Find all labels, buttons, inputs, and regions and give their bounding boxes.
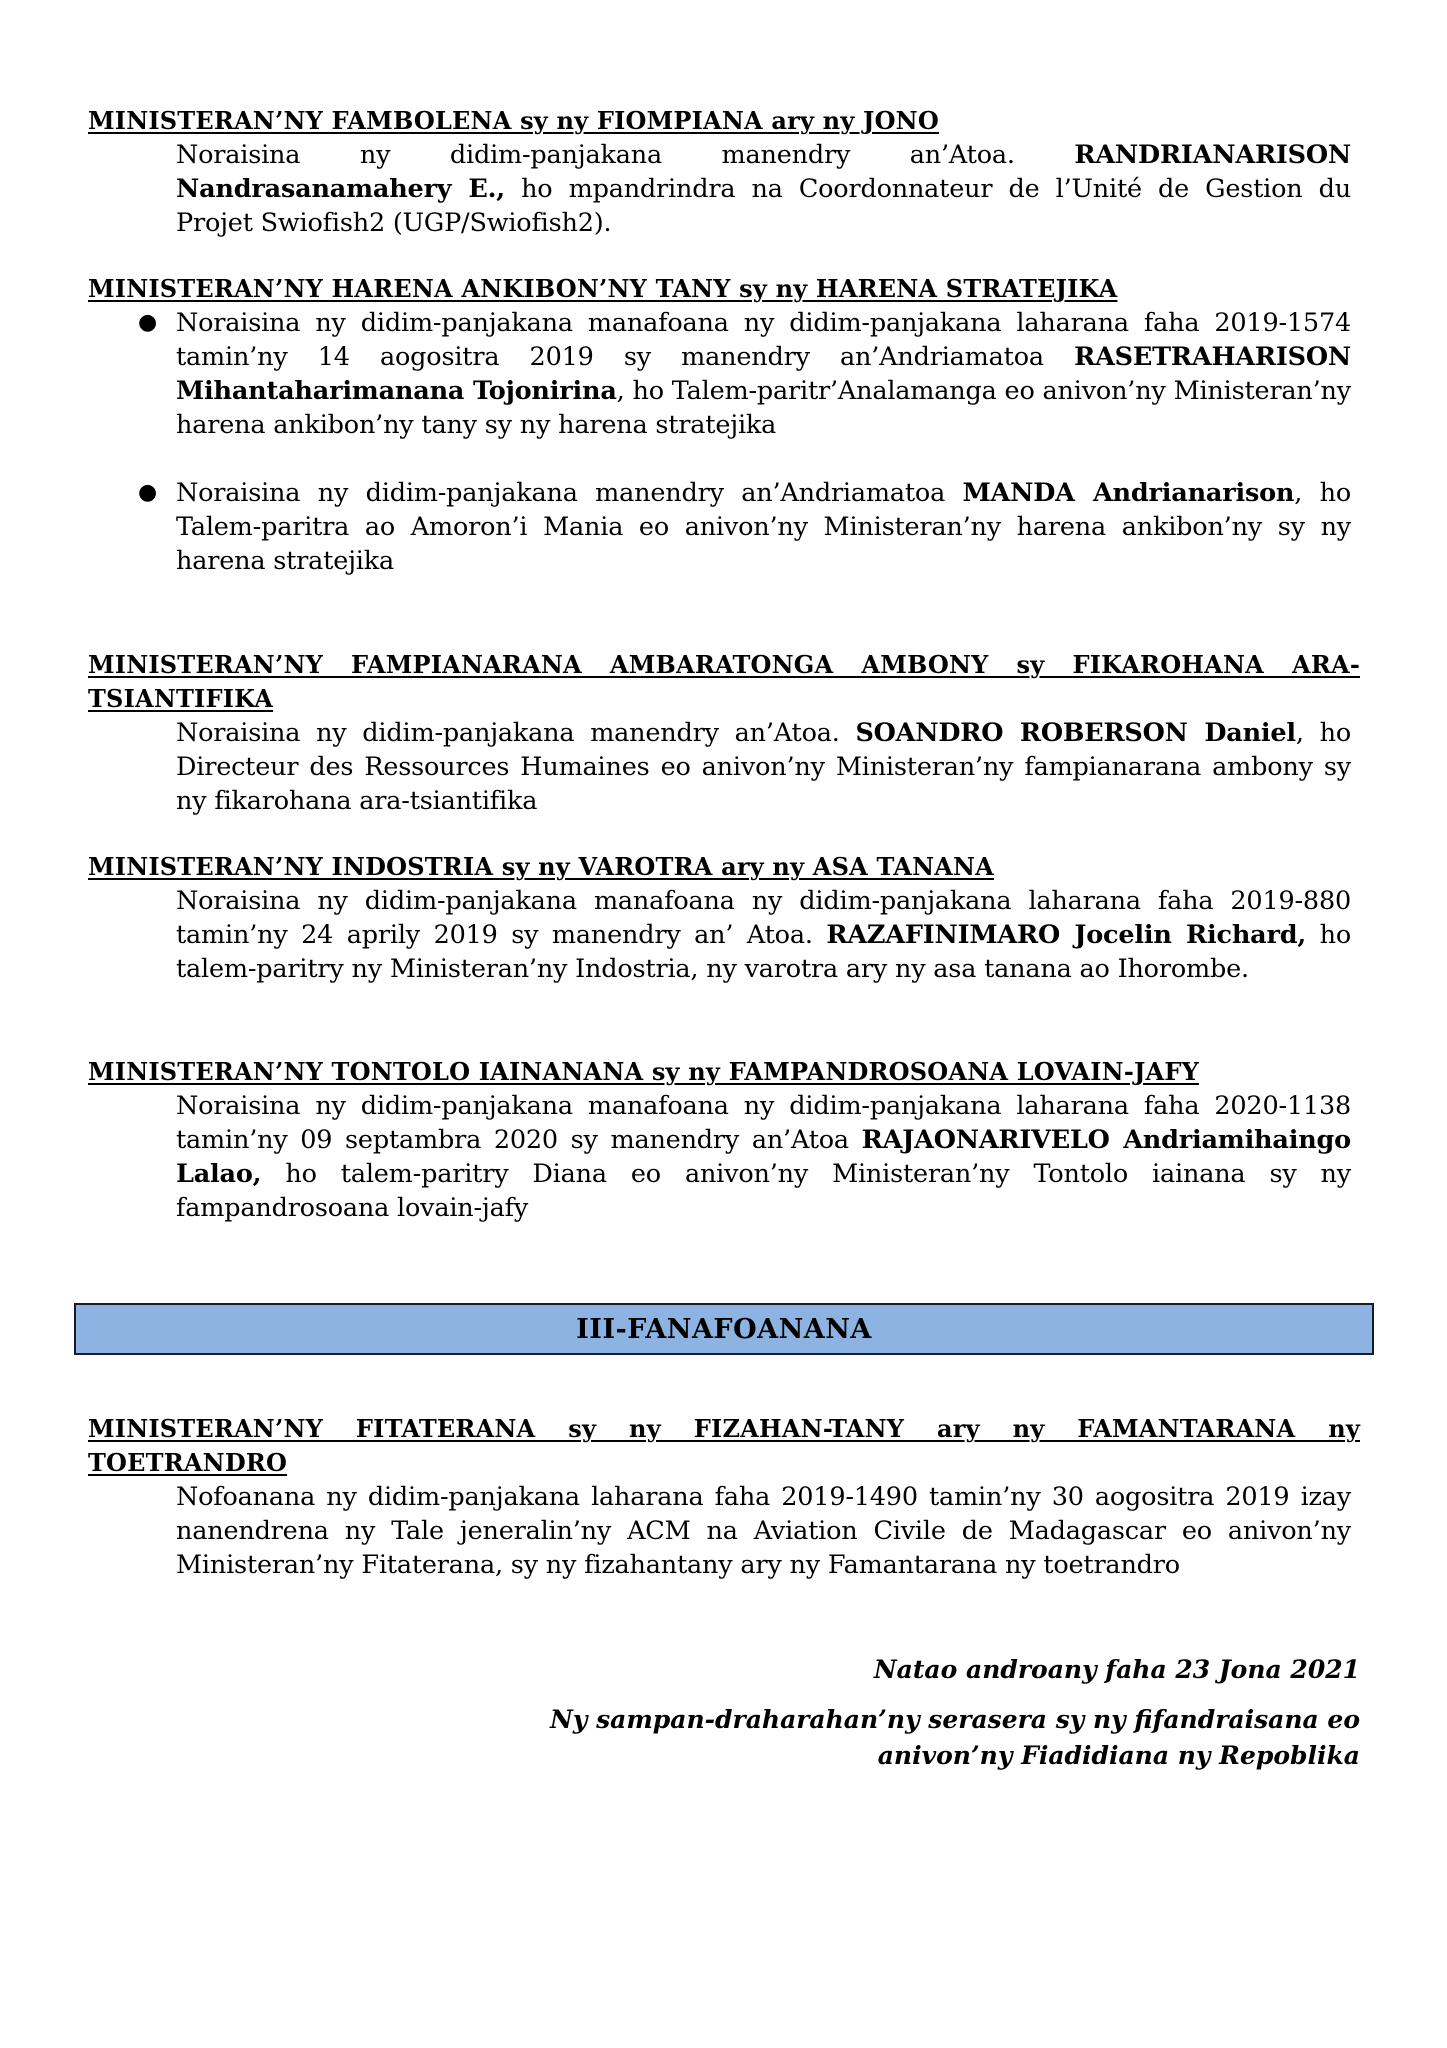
section-paragraph (176, 716, 1351, 818)
person-name: SOANDRO ROBERSON Daniel (855, 718, 1296, 748)
signature-line: Ny sampan-draharahan’ny serasera sy ny fifandraisana eo (550, 1705, 1360, 1734)
list-item (138, 306, 1351, 442)
person-name: MANDA Andrianarison (962, 478, 1295, 508)
person-name: RAJAONARIVELO Andriamihaingo Lalao, (176, 1125, 1351, 1189)
paragraph-text: Noraisina ny didim-panjakana manafoana ny didim-panjakana laharana faha 2020-1138 tamin’ny 09 septambra 2020 sy manendry an’Atoa (176, 1091, 1351, 1155)
section-heading: MINISTERAN’NY HARENA ANKIBON’NY TANY sy ny HARENA STRATEJIKA (88, 274, 1118, 303)
section-paragraph (176, 884, 1351, 986)
section-harena-ankibon-ny-tany (88, 272, 1360, 578)
bullet-icon: ● (138, 310, 157, 335)
paragraph-text: Noraisina ny didim-panjakana manendry an’Atoa. (176, 718, 856, 748)
paragraph-text: Noraisina ny didim-panjakana manendry an’Andriamatoa (176, 478, 963, 508)
section-heading: MINISTERAN’NY FAMPIANARANA AMBARATONGA AMBONY sy FIKAROHANA ARA-TSIANTIFIKA (88, 650, 1360, 713)
section-banner (74, 1303, 1374, 1355)
section-fambolena (88, 104, 1360, 240)
paragraph-text: , ho Talem-paritr’Analamanga eo anivon’ny Ministeran’ny harena ankibon’ny tany sy ny harena stratejika (176, 376, 1351, 440)
paragraph-text: Noraisina ny didim-panjakana manafoana ny didim-panjakana laharana faha 2019-880 tamin’ny 24 aprily 2019 sy manendry an’ Atoa. (176, 886, 1351, 950)
section-paragraph (176, 1089, 1351, 1225)
signature-block (550, 1702, 1360, 1774)
person-name: RASETRAHARISON Mihantaharimanana Tojonirina (176, 342, 1351, 406)
section-fitaterana (88, 1412, 1360, 1582)
date-line: Natao androany faha 23 Jona 2021 (873, 1655, 1360, 1684)
paragraph-text: ho talem-paritry ny Ministeran’ny Indostria, ny varotra ary ny asa tanana ao Ihorombe. (176, 920, 1352, 984)
paragraph-text: Noraisina ny didim-panjakana manendry an’Atoa. (176, 140, 1075, 170)
section-heading: MINISTERAN’NY FAMBOLENA sy ny FIOMPIANA ary ny JONO (88, 106, 939, 135)
paragraph-text: Noraisina ny didim-panjakana manafoana ny didim-panjakana laharana faha 2019-1574 tamin’ny 14 aogositra 2019 sy manendry an’Andriamatoa (176, 308, 1351, 372)
section-fampianarana-ambony (88, 648, 1360, 818)
section-tontolo-iainana (88, 1055, 1360, 1225)
bullet-list (88, 306, 1360, 578)
section-paragraph (176, 138, 1351, 240)
section-heading: MINISTERAN’NY TONTOLO IAINANANA sy ny FAMPANDROSOANA LOVAIN-JAFY (88, 1057, 1199, 1086)
section-heading: MINISTERAN’NY FITATERANA sy ny FIZAHAN-TANY ary ny FAMANTARANA ny TOETRANDRO (88, 1414, 1360, 1477)
section-paragraph: Nofoanana ny didim-panjakana laharana faha 2019-1490 tamin’ny 30 aogositra 2019 izay nanendrena ny Tale jeneralin’ny ACM na Aviation Civile de Madagascar eo anivon’ny Ministeran’ny Fitaterana, sy ny fizahantany ary ny Famantarana ny toetrandro (176, 1482, 1351, 1580)
signature-date (874, 1652, 1360, 1688)
banner-title: III-FANAFOANANA (576, 1313, 872, 1345)
section-indostria (88, 850, 1360, 986)
bullet-icon: ● (138, 480, 157, 505)
person-name: RAZAFINIMARO Jocelin Richard, (826, 920, 1307, 950)
paragraph-text: ho mpandrindra na Coordonnateur de l’Unité de Gestion du Projet Swiofish2 (UGP/Swiofish2). (176, 174, 1351, 238)
paragraph-text: ho talem-paritry Diana eo anivon’ny Ministeran’ny Tontolo iainana sy ny fampandrosoana lovain-jafy (176, 1159, 1351, 1223)
paragraph-text: , ho Talem-paritra ao Amoron’i Mania eo anivon’ny Ministeran’ny harena ankibon’ny sy ny harena stratejika (176, 478, 1351, 576)
person-name: RANDRIANARISON Nandrasanamahery E., (176, 140, 1351, 204)
paragraph-text: , ho Directeur des Ressources Humaines eo anivon’ny Ministeran’ny fampianarana ambony sy ny fikarohana ara-tsiantifika (176, 718, 1351, 816)
list-item (138, 476, 1351, 578)
section-heading: MINISTERAN’NY INDOSTRIA sy ny VAROTRA ary ny ASA TANANA (88, 852, 994, 881)
signature-line: anivon’ny Fiadidiana ny Repoblika (877, 1741, 1360, 1770)
